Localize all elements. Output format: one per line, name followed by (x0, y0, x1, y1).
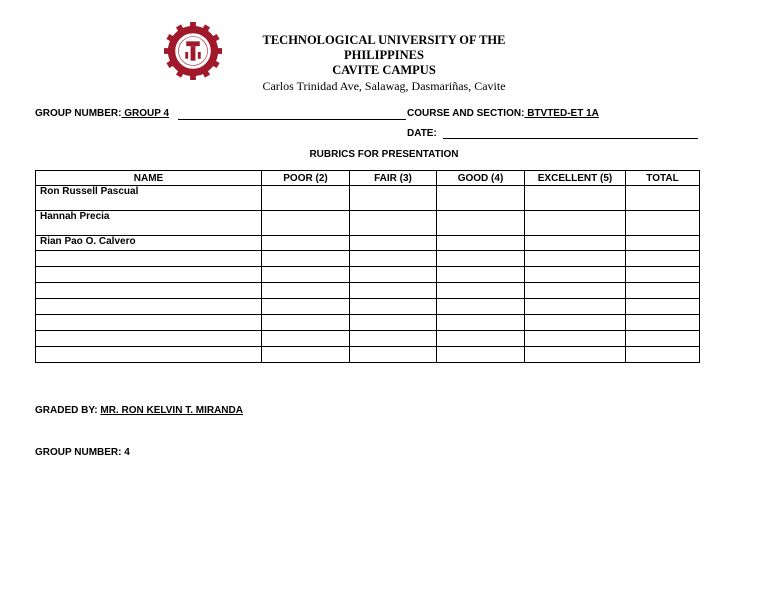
student-name-cell (36, 331, 262, 347)
score-cell (437, 267, 525, 283)
graded-by-field (35, 405, 243, 416)
score-cell (350, 283, 437, 299)
score-cell (626, 283, 700, 299)
score-cell (350, 211, 437, 236)
group-number-label: GROUP NUMBER: (35, 108, 122, 119)
col-header-poor: POOR (2) (262, 171, 350, 186)
rubric-title: RUBRICS FOR PRESENTATION (309, 149, 459, 160)
score-cell (437, 283, 525, 299)
score-cell (626, 267, 700, 283)
col-header-total: TOTAL (626, 171, 700, 186)
score-cell (437, 251, 525, 267)
university-name: TECHNOLOGICAL UNIVERSITY OF THE PHILIPPINES (262, 33, 506, 62)
score-cell (525, 347, 626, 363)
score-cell (525, 211, 626, 236)
score-cell (350, 267, 437, 283)
table-row (36, 211, 700, 236)
score-cell (525, 267, 626, 283)
score-cell (626, 186, 700, 211)
table-row (36, 251, 700, 267)
date-underline (443, 138, 698, 139)
score-cell (350, 315, 437, 331)
group-number-underline (178, 119, 406, 120)
student-name-cell (36, 251, 262, 267)
score-cell (350, 251, 437, 267)
score-cell (626, 211, 700, 236)
header-block (226, 33, 542, 94)
col-header-excellent: EXCELLENT (5) (525, 171, 626, 186)
rubric-table (35, 170, 700, 363)
graded-by-label: GRADED BY: (35, 405, 98, 416)
score-cell (626, 331, 700, 347)
score-cell (626, 315, 700, 331)
score-cell (350, 236, 437, 251)
student-name-cell: Hannah Precia (36, 211, 262, 236)
score-cell (525, 331, 626, 347)
score-cell (525, 315, 626, 331)
group-number-value: GROUP 4 (121, 108, 170, 119)
grader-name: MR. RON KELVIN T. MIRANDA (100, 405, 243, 416)
score-cell (525, 283, 626, 299)
score-cell (437, 186, 525, 211)
score-cell (437, 236, 525, 251)
course-section-label: COURSE AND SECTION: (407, 108, 525, 119)
score-cell (626, 251, 700, 267)
course-section-field (407, 108, 599, 119)
score-cell (437, 331, 525, 347)
table-row (36, 347, 700, 363)
table-row (36, 283, 700, 299)
score-cell (626, 347, 700, 363)
campus-address: Carlos Trinidad Ave, Salawag, Dasmariñas, Cavite (262, 79, 506, 93)
score-cell (262, 267, 350, 283)
table-row (36, 331, 700, 347)
score-cell (525, 299, 626, 315)
col-header-good: GOOD (4) (437, 171, 525, 186)
score-cell (437, 211, 525, 236)
score-cell (437, 347, 525, 363)
score-cell (626, 236, 700, 251)
table-row (36, 236, 700, 251)
score-cell (350, 331, 437, 347)
student-name-cell (36, 315, 262, 331)
score-cell (262, 211, 350, 236)
student-name-cell (36, 299, 262, 315)
footer-group-number-value: 4 (124, 447, 130, 458)
table-row (36, 299, 700, 315)
score-cell (262, 283, 350, 299)
campus-name: CAVITE CAMPUS (332, 63, 436, 77)
table-row (36, 267, 700, 283)
footer-group-number-field (35, 447, 130, 458)
group-number-field (35, 108, 169, 119)
score-cell (525, 236, 626, 251)
score-cell (262, 331, 350, 347)
university-seal-logo (164, 22, 222, 80)
score-cell (262, 347, 350, 363)
footer-group-number-label: GROUP NUMBER: (35, 447, 122, 458)
score-cell (350, 347, 437, 363)
score-cell (437, 315, 525, 331)
score-cell (525, 251, 626, 267)
score-cell (350, 186, 437, 211)
score-cell (626, 299, 700, 315)
score-cell (262, 251, 350, 267)
student-name-cell (36, 347, 262, 363)
col-header-name: NAME (36, 171, 262, 186)
col-header-fair: FAIR (3) (350, 171, 437, 186)
score-cell (262, 299, 350, 315)
course-section-value: BTVTED-ET 1A (524, 108, 599, 119)
student-name-cell (36, 283, 262, 299)
table-header-row (36, 171, 700, 186)
score-cell (525, 186, 626, 211)
score-cell (350, 299, 437, 315)
date-field (407, 128, 437, 139)
score-cell (262, 315, 350, 331)
student-name-cell: Rian Pao O. Calvero (36, 236, 262, 251)
student-name-cell (36, 267, 262, 283)
score-cell (262, 186, 350, 211)
student-name-cell: Ron Russell Pascual (36, 186, 262, 211)
date-label: DATE: (407, 128, 437, 139)
table-row (36, 315, 700, 331)
score-cell (437, 299, 525, 315)
table-row (36, 186, 700, 211)
score-cell (262, 236, 350, 251)
